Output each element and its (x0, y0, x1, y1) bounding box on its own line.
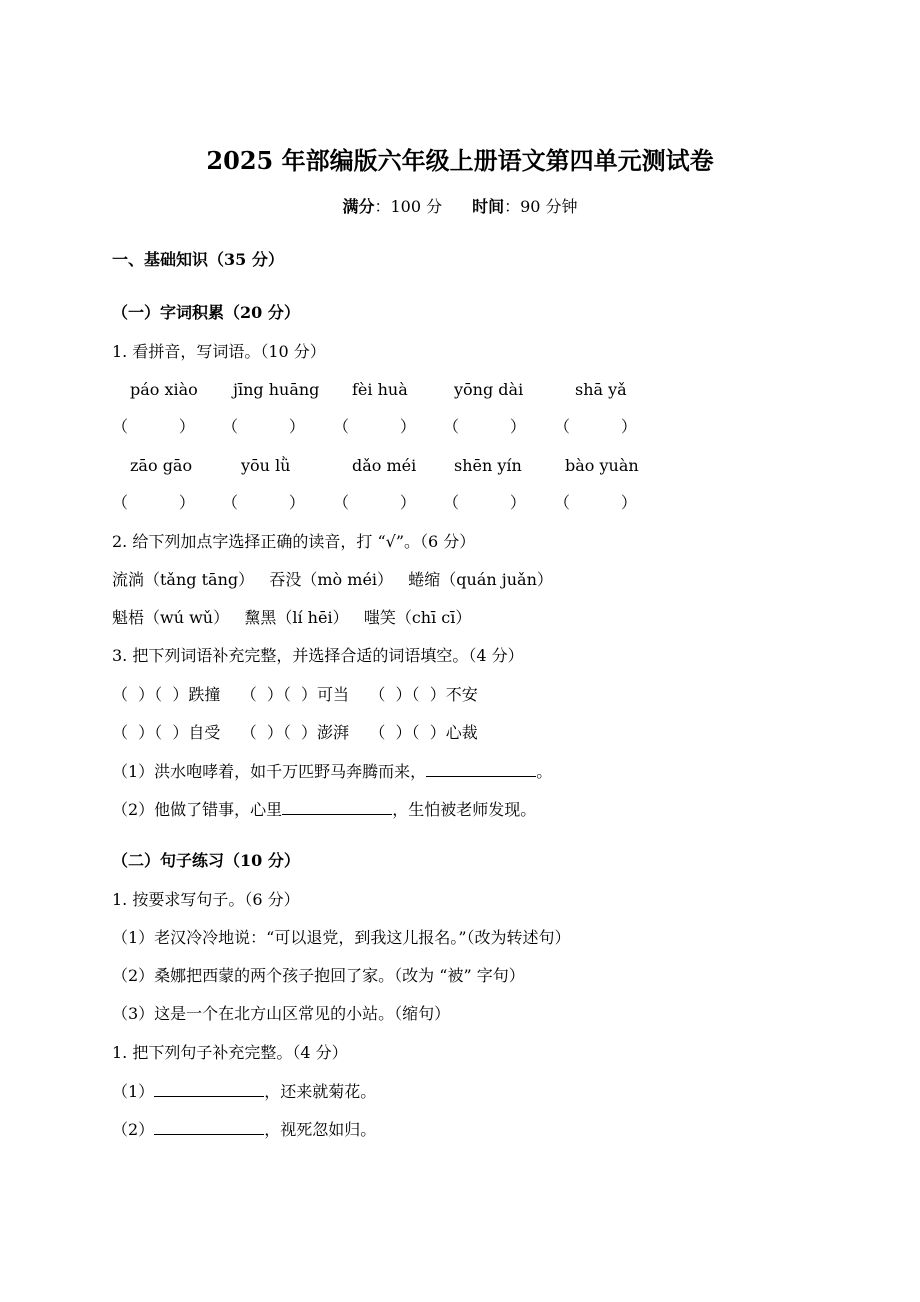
fill-blank[interactable] (426, 761, 536, 777)
fill-blank[interactable] (154, 1119, 264, 1135)
q3-line-2: （ ）（ ）自受 （ ）（ ）澎湃 （ ）（ ）心裁 (112, 723, 478, 742)
answer-blank[interactable]: （ ） (222, 493, 305, 512)
answer-blank[interactable]: （ ） (443, 417, 526, 436)
answer-blank[interactable]: （ ） (333, 417, 416, 436)
q3-line-1: （ ）（ ）跌撞 （ ）（ ）可当 （ ）（ ）不安 (112, 685, 478, 704)
answer-blank[interactable]: （ ） (112, 417, 195, 436)
pinyin-item: fèi huà (352, 380, 408, 399)
sentence-text: （2）他做了错事，心里 (112, 800, 283, 819)
sentence-text: ，生怕被老师发现。 (392, 800, 537, 819)
sentence-text: ，还来就菊花。 (264, 1082, 377, 1101)
part2-q1-item-2: （2）桑娜把西蒙的两个孩子抱回了家。（改为 “被” 字句） (112, 966, 525, 985)
q2-prompt: 2. 给下列加点字选择正确的读音，打 “√”。（6 分） (112, 532, 476, 551)
score-value: ：100 分 (374, 197, 443, 216)
part1-heading: （一）字词积累（20 分） (112, 303, 300, 322)
pinyin-item: bào yuàn (565, 456, 639, 475)
q1-prompt: 1. 看拼音，写词语。（10 分） (112, 342, 326, 361)
exam-meta (0, 197, 920, 217)
part2-q1-item-1: （1）老汉冷冷地说：“可以退党，到我这儿报名。”（改为转述句） (112, 928, 571, 947)
q2-line-1: 流淌（tǎng tāng） 吞没（mò méi） 蜷缩（quán juǎn） (112, 570, 553, 589)
pinyin-item: shā yǎ (575, 380, 627, 399)
time-label: 时间 (472, 197, 505, 216)
answer-blank[interactable]: （ ） (112, 493, 195, 512)
fill-blank[interactable] (154, 1081, 264, 1097)
fill-blank[interactable] (282, 799, 392, 815)
time-value: ：90 分钟 (504, 197, 578, 216)
part2-q2-prompt: 1. 把下列句子补充完整。（4 分） (112, 1043, 348, 1062)
pinyin-item: yōng dài (454, 380, 524, 399)
answer-blank[interactable]: （ ） (333, 493, 416, 512)
q3-prompt: 3. 把下列词语补充完整，并选择合适的词语填空。（4 分） (112, 646, 524, 665)
sentence-text: ，视死忽如归。 (264, 1120, 377, 1139)
item-number: （2） (112, 1120, 155, 1139)
pinyin-item: páo xiào (130, 380, 198, 399)
item-number: （1） (112, 1082, 155, 1101)
page-title: 2025 年部编版六年级上册语文第四单元测试卷 (206, 146, 714, 175)
pinyin-item: dǎo méi (352, 456, 417, 475)
answer-blank[interactable]: （ ） (222, 417, 305, 436)
section1-heading: 一、基础知识（35 分） (112, 250, 284, 269)
q3-sentence-2 (112, 799, 536, 820)
pinyin-item: zāo gāo (130, 456, 193, 475)
sentence-text: （1）洪水咆哮着，如千万匹野马奔腾而来， (112, 762, 427, 781)
part2-heading: （二）句子练习（10 分） (112, 851, 300, 870)
part2-q1-prompt: 1. 按要求写句子。（6 分） (112, 890, 300, 909)
part2-q2-item-2 (112, 1119, 376, 1140)
part2-q1-item-3: （3）这是一个在北方山区常见的小站。（缩句） (112, 1004, 451, 1023)
pinyin-item: jīng huāng (233, 380, 320, 399)
answer-blank[interactable]: （ ） (554, 493, 637, 512)
score-label: 满分 (342, 197, 375, 216)
part2-q2-item-1 (112, 1081, 376, 1102)
answer-blank[interactable]: （ ） (554, 417, 637, 436)
pinyin-item: yōu lǜ (241, 456, 291, 475)
pinyin-item: shēn yín (454, 456, 522, 475)
sentence-text: 。 (536, 762, 553, 781)
q2-line-2: 魁梧（wú wǔ） 黧黑（lí hēi） 嗤笑（chī cī） (112, 608, 472, 627)
q3-sentence-1 (112, 761, 552, 782)
answer-blank[interactable]: （ ） (443, 493, 526, 512)
